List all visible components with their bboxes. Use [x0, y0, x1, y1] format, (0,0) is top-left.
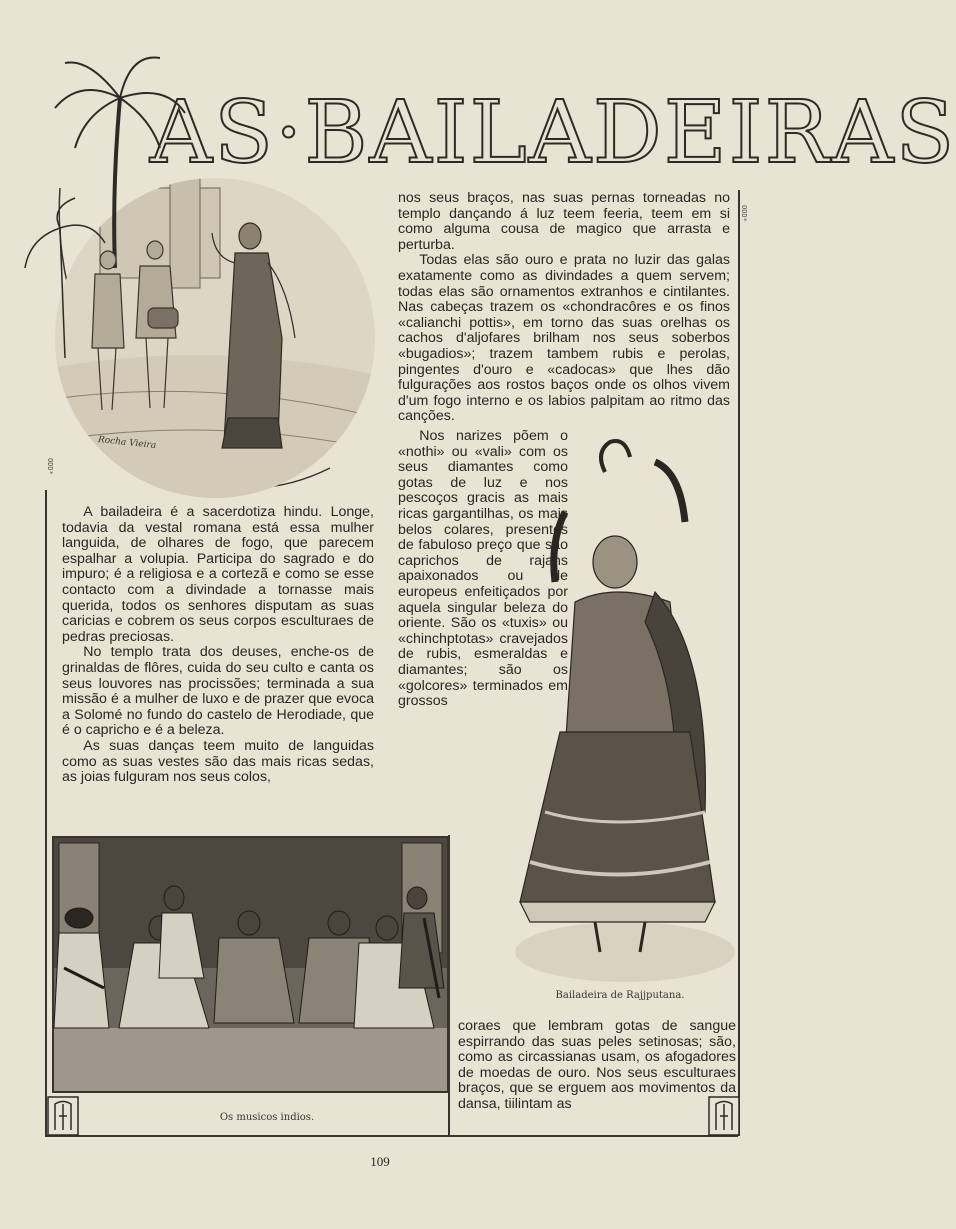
margin-mark-right: ODD* — [740, 205, 748, 222]
margin-mark-left: ODD* — [46, 458, 54, 475]
bottom-horizontal-rule — [45, 1135, 738, 1137]
paragraph: nos seus braços, nas suas pernas torneadas no templo dançando á luz teem feeria, teem em si como alguma cousa de magico que arrasta e perturba. — [398, 190, 730, 253]
paragraph: As suas danças teem muito de languidas como as suas vestes são das mais ricas sedas, as joias fulguram nos seus colos, — [62, 737, 374, 786]
article-title: AS·BAILADEIRAS — [150, 83, 956, 183]
right-vertical-rule — [738, 190, 740, 1136]
paragraph: Nos narizes põem o «nothi» ou «vali» com os seus diamantes como gotas de luz e nos pescoços gracis as mais ricas gargantilhas, os mais belos colares, presentes de fabuloso preço que são caprichos de rajahs apaixonados ou de europeus enfeitiçados por aquela singular beleza do oriente. São os «tuxis» ou «chinchptotas» cravejados de rubis, esmeraldas e diamantes; são os «golcores» terminados em grossos — [398, 428, 568, 710]
text-column-right-top — [398, 191, 730, 425]
text-column-left — [62, 505, 374, 786]
musicians-caption: Os musicos indios. — [219, 1112, 315, 1123]
dancer-caption: Bailadeira de Rajjputana. — [555, 990, 685, 1001]
paragraph: coraes que lembram gotas de sangue espirrando das suas peles setinosas; são, como as circassianas usam, os afogadores de moedas de ouro. Nos seus esculturaes braços, que se erguem aos movimentos da dansa, tiilintam as — [458, 1018, 736, 1112]
paragraph: No templo trata dos deuses, enche-os de grinaldas de flôres, cuida do seu culto e canta os seus louvores nas procissões; terminada a sua missão é a mulher de luxo e de prazer que evoca a Solomé no fundo do castelo de Herodiade, que é o capricho e é a beleza. — [62, 644, 374, 739]
corner-ornament-left — [47, 1096, 79, 1136]
dancer-photo — [505, 432, 735, 987]
paragraph: Todas elas são ouro e prata no luzir das galas exatamente como as divindades a quem servem; todas elas são ornamentos extranhos e cintilantes. Nas cabeças trazem os «chondracôres e os finos «calianchi pottis», em torno das suas orelhas os cachos d'aljofares brilham nos seus soberbos «bugadios»; trazem tambem rubis e perolas, pingentes d'ouro e «cadocas» que lhes dão fulgurações aos rostos baços onde os olhos vivem d'um fogo interno e os labios palpitam ao ritmo das canções. — [398, 252, 730, 425]
text-column-bottom-right — [458, 1019, 736, 1113]
left-vertical-rule — [45, 490, 47, 1136]
paragraph: A bailadeira é a sacerdotiza hindu. Longe, todavia da vestal romana está essa mulher languida, de olhares de fogo, que parecem espalhar a volupia. Participa do sagrado e do impuro; é a religiosa e a cortezã e como se esse contacto com a divindade a tornasse mais querida, todos os senhores disputam as suas caricias e cobrem os seus corpos esculturaes de pedras preciosas. — [62, 504, 374, 645]
page-number: 109 — [370, 1154, 390, 1169]
corner-ornament-right — [708, 1096, 740, 1136]
vignette-signature: Rocha Vieira — [97, 434, 157, 452]
inner-vertical-rule — [448, 835, 450, 1135]
vignette-illustration — [20, 38, 400, 498]
musicians-photo — [52, 836, 449, 1093]
